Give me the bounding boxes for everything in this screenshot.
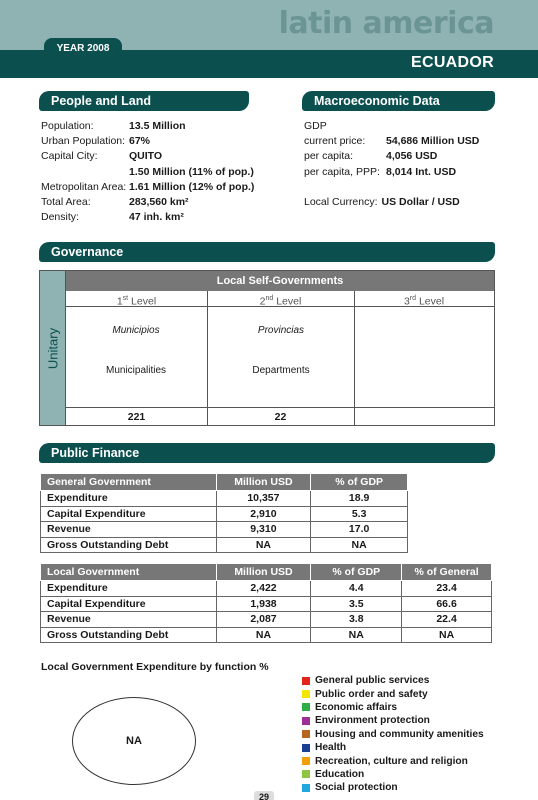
level-1-english-name: Municipalities	[105, 365, 167, 376]
people-land-label: Population:	[41, 120, 94, 132]
table-cell: Gross Outstanding Debt	[41, 537, 217, 553]
level-number: 1	[116, 295, 123, 308]
legend-swatch	[302, 677, 310, 685]
macro-row	[304, 165, 479, 180]
legend-label: Health	[315, 742, 347, 754]
legend-swatch	[302, 717, 310, 725]
legend-swatch	[302, 730, 310, 738]
column-header: General Government	[41, 474, 217, 491]
legend-item	[302, 728, 484, 741]
table-cell: NA	[216, 537, 311, 553]
table-header-row	[41, 474, 408, 491]
governance-table	[39, 270, 495, 426]
level-3-count	[354, 407, 494, 425]
table-cell: 2,087	[216, 612, 311, 628]
table-cell: 2,910	[216, 506, 311, 522]
people-land-row	[41, 165, 254, 180]
legend-label: Public order and safety	[315, 688, 428, 700]
legend-label: Economic affairs	[315, 701, 398, 713]
region-title: latin america	[278, 6, 494, 41]
table-cell: NA	[311, 627, 402, 643]
level-2-heading	[207, 291, 354, 307]
legend-item	[302, 741, 484, 754]
level-2-count: 22	[207, 407, 354, 425]
people-land-label: Capital City:	[41, 150, 98, 163]
column-divider	[354, 291, 355, 425]
governance-header: Local Self-Governments	[66, 271, 494, 291]
people-land-value: 47 inh. km²	[129, 211, 184, 224]
general-government-table	[40, 473, 408, 553]
table-cell: Revenue	[41, 612, 217, 628]
legend-label: Environment protection	[315, 715, 430, 727]
table-cell: 3.8	[311, 612, 402, 628]
people-land-label: Metropolitan Area:	[41, 180, 127, 193]
table-row	[41, 612, 492, 628]
expenditure-chart-placeholder: NA	[72, 697, 196, 785]
table-cell: 1,938	[216, 596, 311, 612]
table-cell: Gross Outstanding Debt	[41, 627, 217, 643]
table-cell: 5.3	[311, 506, 408, 522]
level-suffix: st	[122, 295, 129, 302]
legend-label: General public services	[315, 675, 430, 687]
people-land-value: 1.50 Million (11% of pop.)	[129, 165, 254, 178]
level-1-count: 221	[66, 407, 207, 425]
people-land-row	[41, 210, 254, 225]
table-row	[41, 596, 492, 612]
macro-value: 54,686 Million USD	[386, 135, 480, 148]
legend-swatch	[302, 757, 310, 765]
macro-row	[304, 134, 479, 149]
column-divider	[207, 291, 208, 425]
level-word: Level	[418, 295, 445, 308]
table-cell: 9,310	[216, 522, 311, 538]
macro-block	[304, 119, 479, 210]
page-number: 29	[254, 791, 274, 800]
table-cell: NA	[311, 537, 408, 553]
level-word: Level	[131, 295, 157, 308]
year-tab: YEAR 2008	[44, 38, 122, 60]
people-land-value: 1.61 Million (12% of pop.)	[129, 180, 255, 193]
people-land-value: 13.5 Million	[129, 120, 186, 132]
currency-label: Local Currency:	[304, 196, 378, 208]
table-cell: 23.4	[402, 581, 492, 597]
legend-label: Education	[315, 768, 365, 780]
macro-value: 4,056 USD	[386, 150, 438, 163]
level-1-heading	[66, 291, 207, 307]
table-cell: NA	[216, 627, 311, 643]
macro-label: per capita, PPP:	[304, 165, 380, 178]
table-cell: 66.6	[402, 596, 492, 612]
table-cell: 2,422	[216, 581, 311, 597]
people-land-label: Urban Population:	[41, 135, 126, 148]
table-cell: 17.0	[311, 522, 408, 538]
people-land-row	[41, 149, 254, 164]
currency-value: US Dollar / USD	[381, 196, 460, 208]
level-number: 3	[403, 295, 410, 308]
people-land-row	[41, 119, 254, 134]
people-land-row	[41, 134, 254, 149]
gdp-label: GDP	[304, 120, 327, 132]
table-cell: Expenditure	[41, 491, 217, 507]
table-row	[41, 581, 492, 597]
people-land-row	[41, 195, 254, 210]
table-cell: 4.4	[311, 581, 402, 597]
level-3-heading	[354, 291, 494, 307]
table-row	[41, 522, 408, 538]
expenditure-chart-title: Local Government Expenditure by function %	[41, 661, 269, 673]
macro-label: current price:	[304, 135, 366, 148]
country-title: ECUADOR	[411, 54, 494, 71]
macro-spacer	[304, 180, 479, 195]
people-land-row	[41, 180, 254, 195]
table-cell: Capital Expenditure	[41, 596, 217, 612]
macro-row	[304, 149, 479, 164]
legend-label: Housing and community amenities	[315, 728, 484, 740]
people-land-label: Density:	[41, 211, 79, 224]
governance-type-label: Unitary	[45, 327, 61, 370]
level-1-local-name: Municipios	[112, 325, 160, 336]
local-government-table	[40, 563, 492, 643]
people-land-label	[41, 165, 129, 180]
column-header: % of GDP	[311, 564, 402, 581]
legend-item	[302, 714, 484, 727]
legend-swatch	[302, 690, 310, 698]
level-word: Level	[276, 295, 302, 308]
macro-value: 8,014 Int. USD	[386, 165, 457, 178]
column-header: Million USD	[216, 564, 311, 581]
legend-label: Recreation, culture and religion	[315, 755, 468, 767]
table-cell: 22.4	[402, 612, 492, 628]
currency-row	[304, 195, 479, 210]
legend-item	[302, 768, 484, 781]
people-land-label: Total Area:	[41, 196, 91, 209]
column-header: Local Government	[41, 564, 217, 581]
column-header: % of GDP	[311, 474, 408, 491]
level-2-local-name: Provincias	[257, 325, 305, 336]
table-cell: NA	[402, 627, 492, 643]
legend-item	[302, 754, 484, 767]
level-suffix: rd	[409, 295, 417, 302]
legend-item	[302, 781, 484, 794]
table-cell: 18.9	[311, 491, 408, 507]
governance-side-band	[40, 271, 66, 425]
legend-label: Social protection	[315, 782, 398, 794]
people-land-value: 283,560 km²	[129, 196, 189, 209]
level-2-english-name: Departments	[252, 365, 310, 376]
column-header: Million USD	[216, 474, 311, 491]
table-row	[41, 537, 408, 553]
table-row	[41, 491, 408, 507]
level-suffix: nd	[265, 295, 274, 302]
public-finance-heading: Public Finance	[39, 443, 495, 463]
level-number: 2	[259, 295, 266, 308]
legend-swatch	[302, 784, 310, 792]
table-header-row	[41, 564, 492, 581]
table-cell: 3.5	[311, 596, 402, 612]
legend-item	[302, 701, 484, 714]
legend-swatch	[302, 744, 310, 752]
people-land-block	[41, 119, 254, 225]
governance-heading: Governance	[39, 242, 495, 262]
table-row	[41, 627, 492, 643]
table-cell: Expenditure	[41, 581, 217, 597]
people-land-value: 67%	[129, 135, 151, 148]
column-header: % of General	[402, 564, 492, 581]
people-land-heading: People and Land	[39, 91, 249, 111]
macro-heading: Macroeconomic Data	[302, 91, 495, 111]
table-row	[41, 506, 408, 522]
legend-swatch	[302, 703, 310, 711]
people-land-value: QUITO	[129, 150, 163, 163]
macro-label: per capita:	[304, 150, 354, 163]
table-cell: Revenue	[41, 522, 217, 538]
legend-item	[302, 674, 484, 687]
expenditure-legend	[302, 674, 484, 795]
legend-swatch	[302, 770, 310, 778]
table-cell: 10,357	[216, 491, 311, 507]
table-cell: Capital Expenditure	[41, 506, 217, 522]
legend-item	[302, 687, 484, 700]
